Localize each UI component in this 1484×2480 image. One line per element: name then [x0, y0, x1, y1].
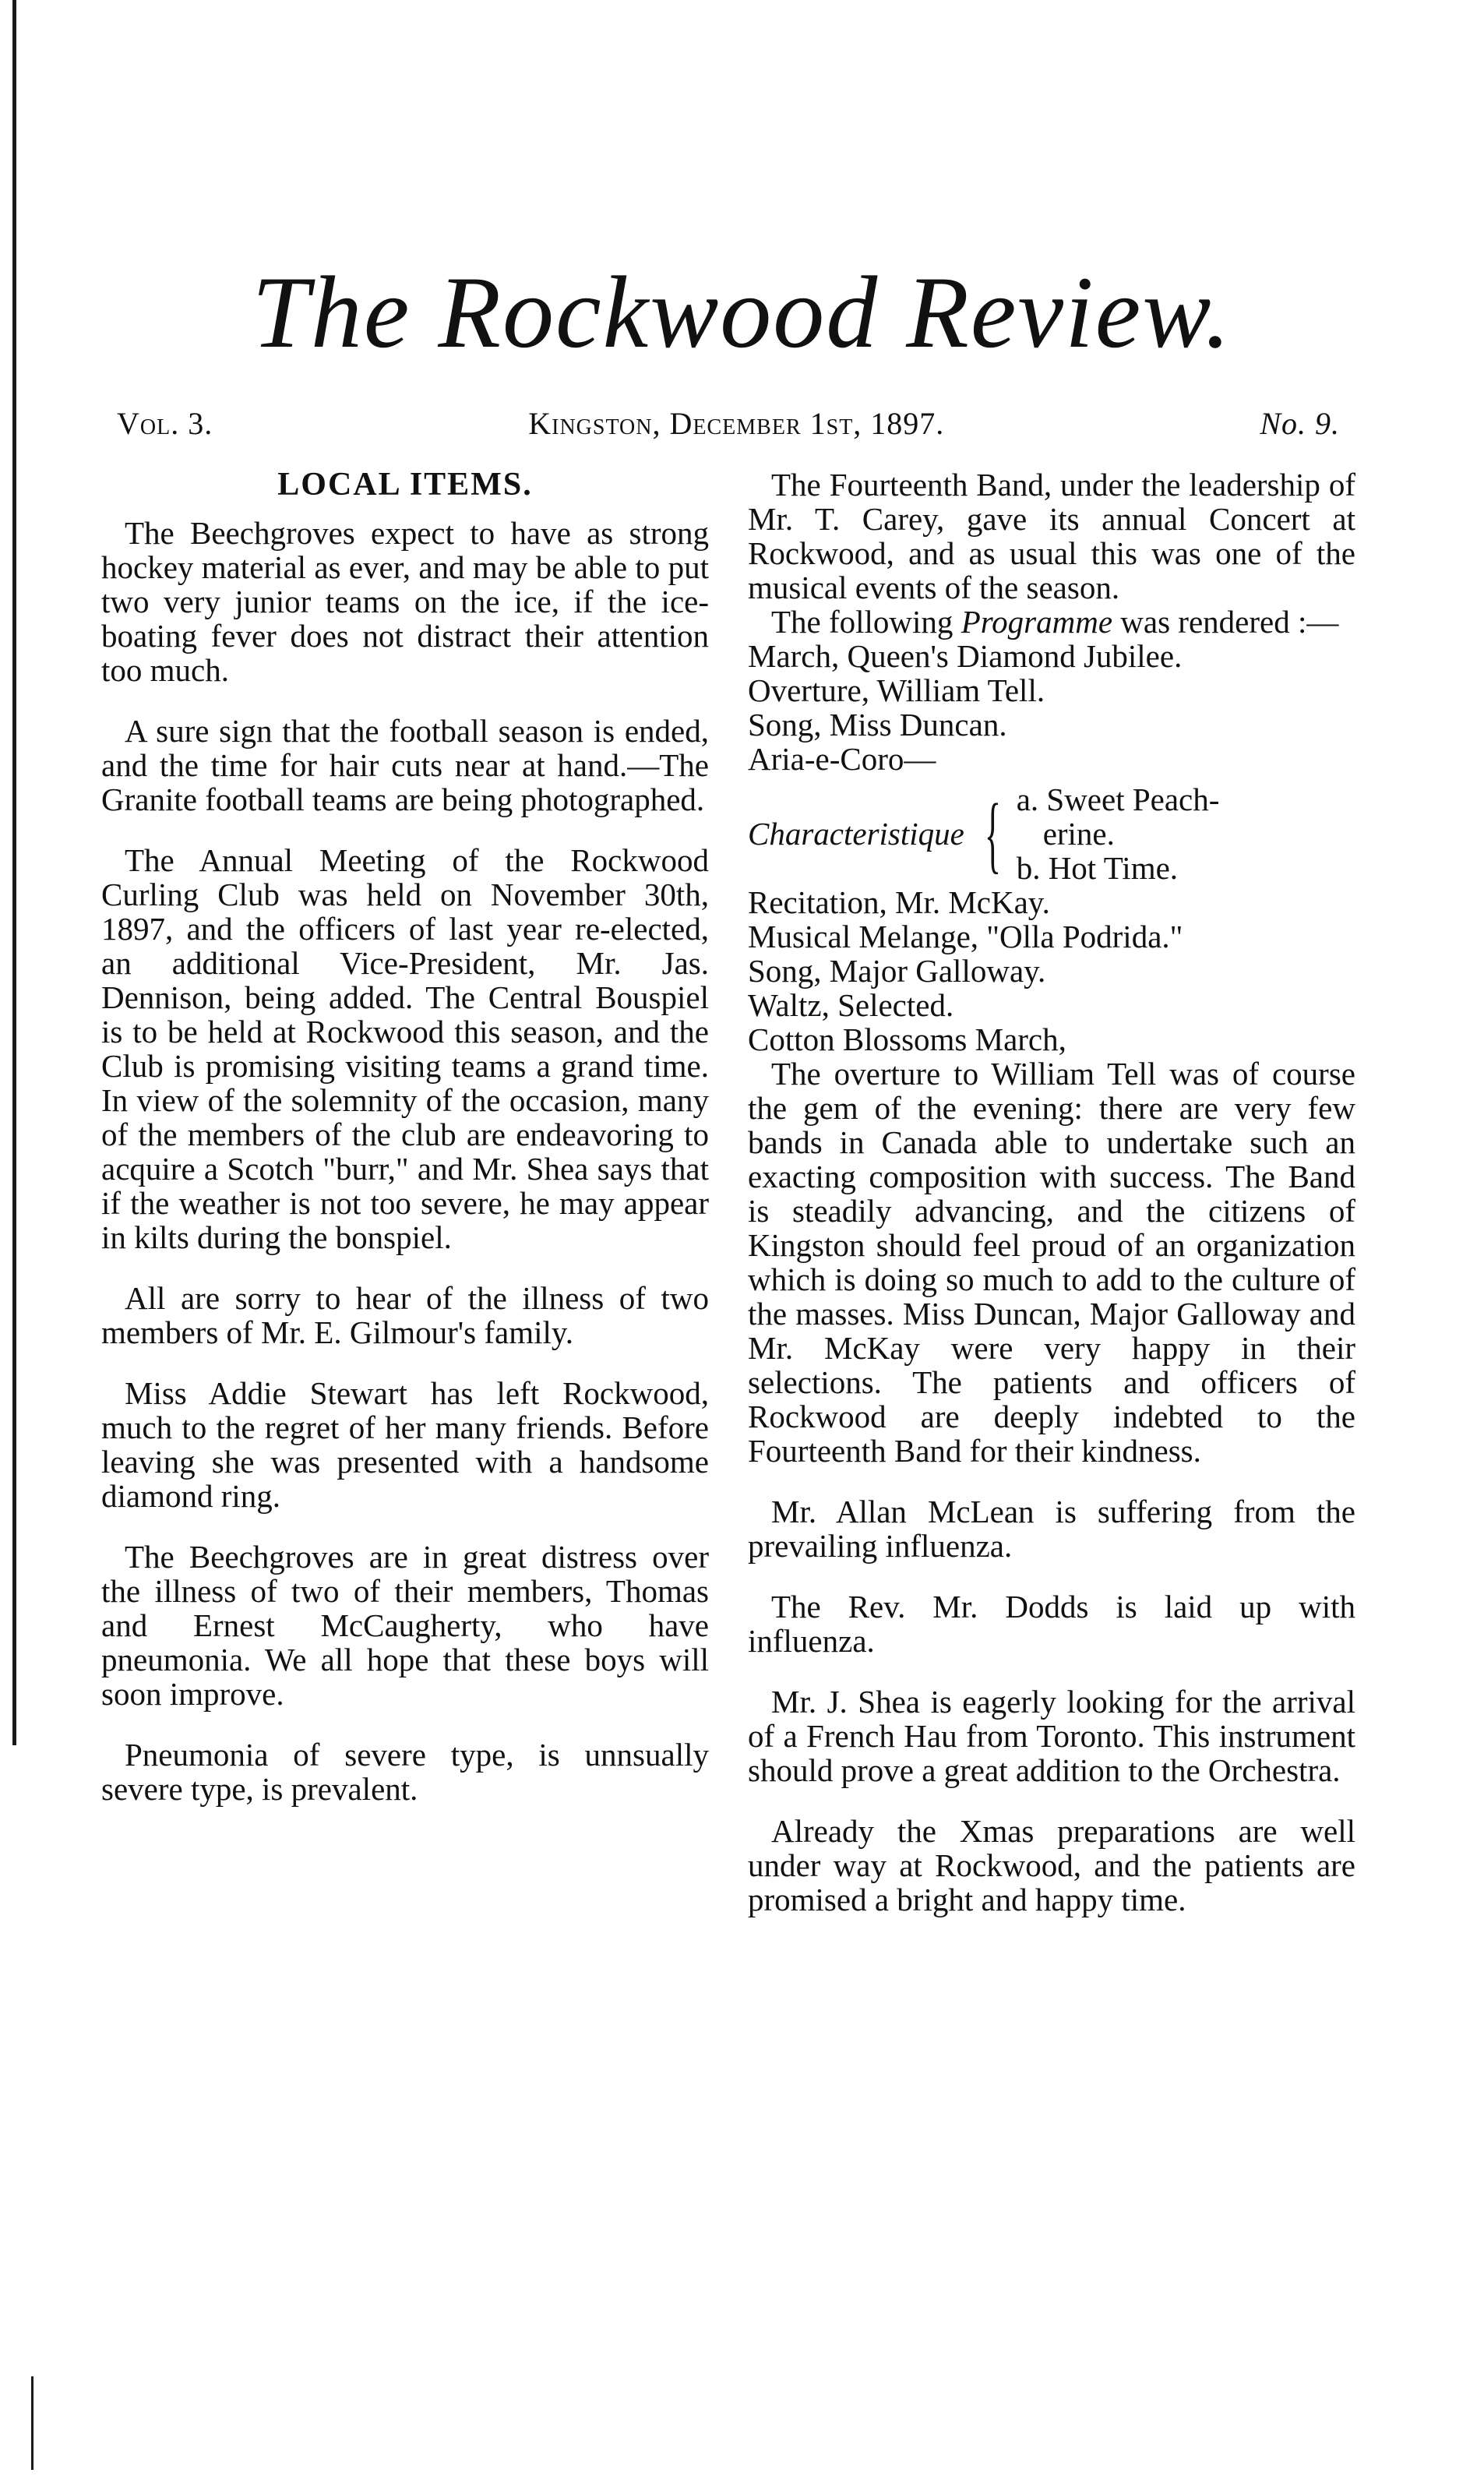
programme-item: Musical Melange, "Olla Podrida." [748, 919, 1183, 954]
issue-line [117, 405, 1340, 442]
band-intro-paragraph: The Fourteenth Band, under the leadership of Mr. T. Carey, gave its annual Concert at Rockwood, and as usual this was one of the musical events of the season. [748, 467, 1355, 605]
programme-item: Cotton Blossoms March, [748, 1021, 1066, 1057]
programme-item: Aria-e-Coro— [748, 741, 936, 777]
programme-intro-tail: was rendered :— [1112, 604, 1339, 640]
place-date: Kingston, December 1st, 1897. [528, 406, 945, 441]
left-column [101, 467, 709, 1833]
characteristique-item: b. Hot Time. [1016, 850, 1179, 886]
right-column [748, 467, 1355, 1943]
article-paragraph: Miss Addie Stewart has left Rockwood, much to the regret of her many friends. Before leaving she was presented with a handsome diamond ring. [101, 1375, 709, 1514]
programme-intro-text: The following [771, 604, 961, 640]
programme-list [748, 639, 1355, 776]
article-paragraph: The Beechgroves are in great distress over the illness of two of their members, Thomas and Ernest McCaugherty, who have pneumonia. We all hope that these boys will soon improve. [101, 1539, 709, 1712]
programme-intro [748, 605, 1355, 639]
characteristique-label: Characteristique [748, 816, 964, 852]
volume-label: Vol. 3. [117, 406, 213, 441]
article-paragraph: The Annual Meeting of the Rockwood Curling Club was held on November 30th, 1897, and the officers of last year re-elected, an additional Vice-President, Mr. Jas. Dennison, being added. The Central Bouspiel is to be held at Rockwood this season, and the Club is promising visiting teams a grand time. In view of the solemnity of the occasion, many of the members of the club are endeavoring to acquire a Scotch "burr," and Mr. Shea says that if the weather is not too severe, he may appear in kilts during the bonspiel. [101, 842, 709, 1255]
programme-word: Programme [961, 604, 1113, 640]
programme-item: Waltz, Selected. [748, 987, 954, 1023]
characteristique-item: erine. [1042, 816, 1115, 852]
article-paragraph: Mr. Allan McLean is suffering from the prevailing influenza. [748, 1494, 1355, 1564]
characteristique-items [1017, 782, 1220, 885]
section-heading: LOCAL ITEMS. [277, 467, 533, 503]
programme-item: March, Queen's Diamond Jubilee. [748, 638, 1183, 674]
article-paragraph: Mr. J. Shea is eagerly looking for the arrival of a French Hau from Toronto. This instrument should prove a great addition to the Orchestra. [748, 1684, 1355, 1788]
issue-number: No. 9. [1260, 406, 1340, 441]
programme-item: Recitation, Mr. McKay. [748, 884, 1050, 920]
masthead-title: The Rockwood Review. [252, 255, 1232, 369]
programme-item: Overture, William Tell. [748, 672, 1045, 708]
programme-list-continued [748, 885, 1355, 1057]
characteristique-item: a. Sweet Peach- [1016, 781, 1220, 817]
brace-icon: { [984, 786, 1001, 881]
overture-paragraph: The overture to William Tell was of course the gem of the evening: there are very few bands in Canada able to undertake such an exacting composition with success. The Band is steadily advancing, and the citizens of Kingston should feel proud of an organization which is doing so much to add to the culture of the masses. Miss Duncan, Major Galloway and Mr. McKay were very happy in their selections. The patients and officers of Rockwood are deeply indebted to the Fourteenth Band for their kindness. [748, 1056, 1355, 1469]
programme-item: Song, Miss Duncan. [748, 707, 1007, 743]
article-paragraph: A sure sign that the football season is ended, and the time for hair cuts near at hand.—The Granite football teams are being photographed. [101, 713, 709, 817]
article-paragraph: All are sorry to hear of the illness of two members of Mr. E. Gilmour's family. [101, 1280, 709, 1350]
article-paragraph: The Rev. Mr. Dodds is laid up with influenza. [748, 1589, 1355, 1659]
article-paragraph: The Beechgroves expect to have as strong hockey material as ever, and may be able to put two very junior teams on the ice, if the ice-boating fever does not distract their attention too much. [101, 515, 709, 688]
programme-item: Song, Major Galloway. [748, 953, 1046, 989]
article-paragraph: Already the Xmas preparations are well under way at Rockwood, and the patients are promised a bright and happy time. [748, 1813, 1355, 1917]
article-paragraph: Pneumonia of severe type, is unnsually severe type, is prevalent. [101, 1737, 709, 1807]
characteristique-block [748, 782, 1355, 885]
page-edge-mark [31, 2376, 33, 2470]
